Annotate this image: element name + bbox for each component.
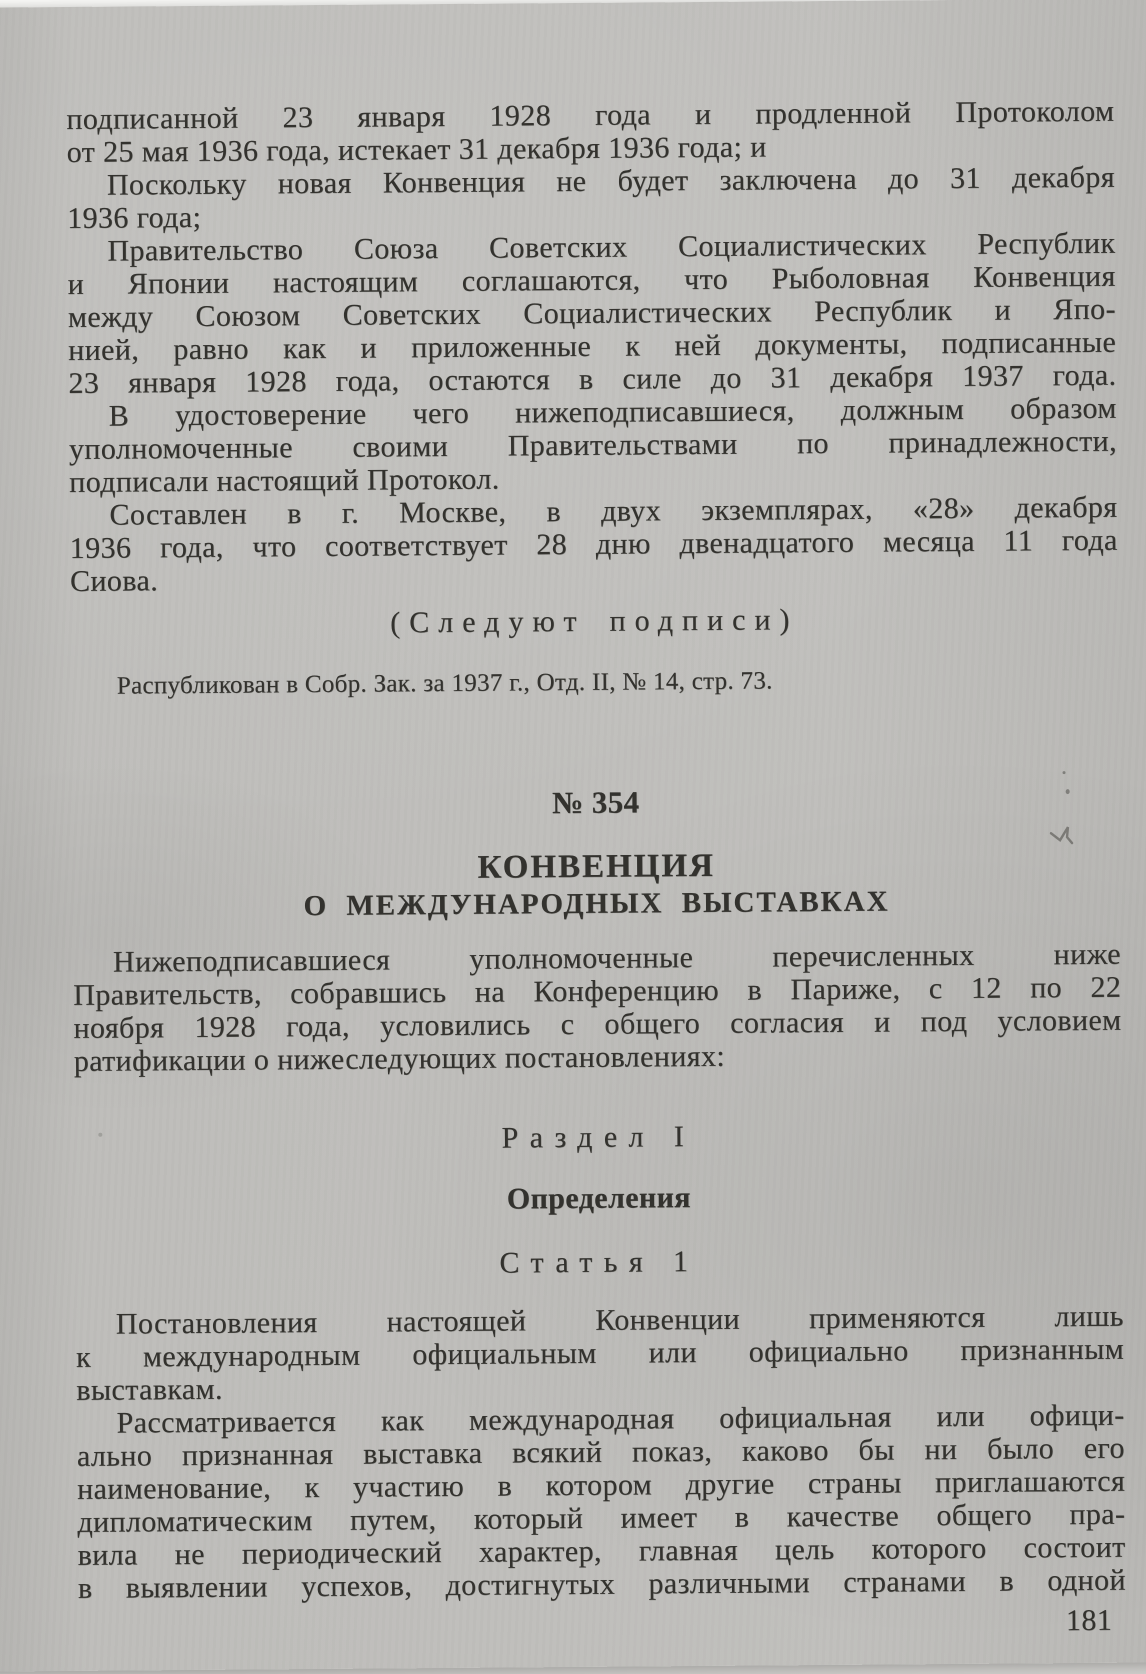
text-line: 23 января 1928 года, остаются в силе до 31 декабря 1937 года. <box>68 358 1117 400</box>
speck-artifact <box>1066 789 1070 794</box>
text-line: Постановления настоящей Конвенции применяются лишь <box>115 1299 1124 1341</box>
text-line: нией, равно как и приложенные к ней документы, подписанные <box>68 325 1117 367</box>
text-line: Составлен в г. Москве, в двух экземплярах, «28» декабря <box>109 490 1118 532</box>
signatures-note: (Следуют подписи) <box>390 603 799 640</box>
text-line: подписали настоящий Протокол. <box>69 462 500 499</box>
text-line: Сиова. <box>69 564 159 598</box>
text-line: Нижеподписавшиеся уполномоченные перечисленных ниже <box>112 937 1122 979</box>
text-line: ратификации о нижеследующих постановлениях: <box>73 1039 726 1078</box>
protocol-body-paragraphs <box>66 95 1118 598</box>
convention-number: № 354 <box>551 784 640 821</box>
section-subheading: Определения <box>506 1181 692 1216</box>
speck-artifact <box>98 1133 102 1137</box>
publication-note: Распубликован в Собр. Зак. за 1937 г., Отд. II, № 14, стр. 73. <box>116 667 773 700</box>
text-line: ноября 1928 года, условились с общего согласия и под условием <box>73 1003 1122 1045</box>
text-line: дипломатическим путем, который имеет в качестве общего пра- <box>77 1497 1126 1539</box>
text-line: выставкам. <box>76 1372 223 1407</box>
text-line: от 25 мая 1936 года, истекает 31 декабря 1936 года; и <box>66 130 767 169</box>
article-heading: Статья 1 <box>499 1245 700 1280</box>
speck-artifact <box>1063 771 1066 774</box>
convention-preamble <box>73 938 1122 1078</box>
text-line: В удостоверение чего нижеподписавшиеся, должным образом <box>108 391 1117 433</box>
page-number: 181 <box>1065 1603 1113 1638</box>
text-line: и Японии настоящим соглашаются, что Рыболовная Конвенция <box>67 259 1116 301</box>
text-line: между Союзом Советских Социалистических Республик и Япо- <box>67 292 1117 334</box>
text-line: к международным официальным или официально признанным <box>75 1332 1125 1374</box>
section-heading: Раздел I <box>501 1120 696 1155</box>
text-line: подписанной 23 января 1928 года и продленной Протоколом <box>66 94 1115 136</box>
convention-subtitle: О МЕЖДУНАРОДНЫХ ВЫСТАВКАХ <box>303 885 890 923</box>
text-line: 1936 года; <box>67 200 202 235</box>
text-line: в выявлении успехов, достигнутых различными странами в одной <box>77 1563 1126 1605</box>
pencil-mark-artifact <box>1048 821 1082 847</box>
article-body <box>76 1300 1126 1605</box>
text-line: ально признанная выставка всякий показ, каково бы ни было его <box>76 1431 1125 1473</box>
text-line: уполномоченные своими Правительствами по принадлежности, <box>68 424 1118 466</box>
text-line: Правительств, собравшись на Конференцию в Париже, с 12 по 22 <box>73 970 1122 1012</box>
text-line: вила не периодический характер, главная цель которого состоит <box>77 1530 1126 1572</box>
text-line: 1936 года, что соответствует 28 дню двенадцатого месяца 11 года <box>69 523 1118 565</box>
text-line: Правительство Союза Советских Социалистических Республик <box>107 226 1116 268</box>
convention-title: КОНВЕНЦИЯ <box>477 847 716 886</box>
text-line: Рассматривается как международная официальная или офици- <box>116 1398 1125 1440</box>
text-line: Поскольку новая Конвенция не будет заключена до 31 декабря <box>106 160 1115 202</box>
text-line: наименование, к участию в котором другие страны приглашаются <box>76 1464 1126 1506</box>
